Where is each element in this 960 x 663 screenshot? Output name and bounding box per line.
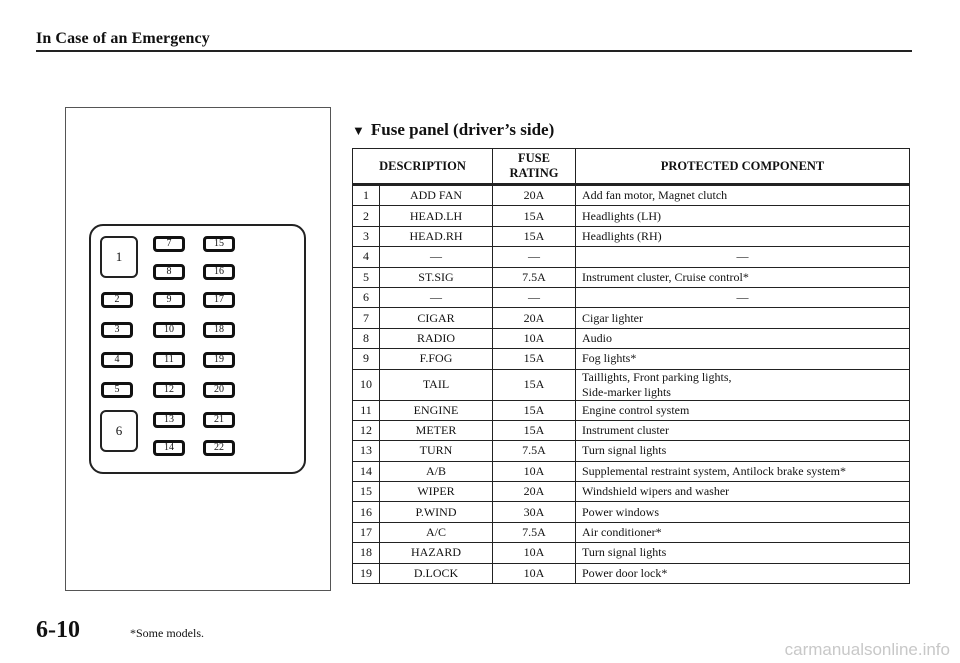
table-row [353,349,910,369]
fuse-11: 11 [153,352,185,368]
fuse-2: 2 [101,292,133,308]
table-row [353,267,910,287]
fuse-description: METER [380,420,493,440]
protected-component: Headlights (RH) [576,226,910,246]
fuse-description: CIGAR [380,308,493,328]
fuse-17: 17 [203,292,235,308]
table-header-row [353,149,910,185]
protected-component: Turn signal lights [576,543,910,563]
protected-component: Turn signal lights [576,441,910,461]
fuse-14: 14 [153,440,185,456]
protected-component: Cigar lighter [576,308,910,328]
protected-component: Power windows [576,502,910,522]
fuse-8: 8 [153,264,185,280]
big-fuse-6 [100,410,138,452]
fuse-rating: 15A [493,369,576,400]
table-row [353,400,910,420]
fuse-panel-diagram [65,107,331,591]
fuse-number: 15 [353,482,380,502]
big-fuse-1 [100,236,138,278]
protected-component: — [576,247,910,267]
fuse-number: 3 [353,226,380,246]
fuse-rating: 10A [493,563,576,583]
protected-component: Instrument cluster, Cruise control* [576,267,910,287]
fuse-18: 18 [203,322,235,338]
protected-component: Instrument cluster [576,420,910,440]
table-row [353,441,910,461]
protected-component: Air conditioner* [576,522,910,542]
fuse-number: 16 [353,502,380,522]
fuse-description: RADIO [380,328,493,348]
table-row [353,369,910,400]
fuse-rating: 15A [493,420,576,440]
fuse-rating: 7.5A [493,267,576,287]
fuse-rating: 20A [493,482,576,502]
table-row [353,461,910,481]
fuse-rating-header-line2: RATING [509,166,559,180]
fuse-rating: — [493,247,576,267]
fuse-description: ST.SIG [380,267,493,287]
fuse-description: — [380,247,493,267]
fuse-number: 2 [353,206,380,226]
fuse-number: 17 [353,522,380,542]
fuse-number: 12 [353,420,380,440]
fuse-description: A/B [380,461,493,481]
watermark: carmanualsonline.info [784,640,950,659]
fuse-number: 14 [353,461,380,481]
fuse-rating: 7.5A [493,522,576,542]
fuse-description: TAIL [380,369,493,400]
fuse-rating: — [493,287,576,307]
fuse-description: D.LOCK [380,563,493,583]
fuse-rating: 15A [493,226,576,246]
protected-component: Supplemental restraint system, Antilock brake system* [576,461,910,481]
fuse-number: 19 [353,563,380,583]
fuse-rating: 30A [493,502,576,522]
fuse-rating: 15A [493,206,576,226]
table-row [353,226,910,246]
table-row [353,563,910,583]
fuse-rating: 15A [493,349,576,369]
fuse-16: 16 [203,264,235,280]
table-row [353,308,910,328]
fuse-number: 6 [353,287,380,307]
fuse-rating: 7.5A [493,441,576,461]
fuse-description: — [380,287,493,307]
fuse-rating: 15A [493,400,576,420]
protected-component: Audio [576,328,910,348]
table-row [353,522,910,542]
table-row [353,247,910,267]
fuse-number: 9 [353,349,380,369]
fuse-21: 21 [203,412,235,428]
fuse-description: HAZARD [380,543,493,563]
table-row [353,482,910,502]
fuse-description: HEAD.LH [380,206,493,226]
fuse-number: 11 [353,400,380,420]
fuse-number: 1 [353,185,380,206]
fuse-description: A/C [380,522,493,542]
table-row [353,206,910,226]
fuse-rating: 10A [493,543,576,563]
section-heading-text: Fuse panel (driver’s side) [370,120,555,139]
fuse-number: 4 [353,247,380,267]
fuse-number: 8 [353,328,380,348]
protected-component: Headlights (LH) [576,206,910,226]
column-header-protected-component: PROTECTED COMPONENT [576,149,910,185]
protected-component: Power door lock* [576,563,910,583]
fuse-description: ENGINE [380,400,493,420]
table-row [353,502,910,522]
fuse-10: 10 [153,322,185,338]
fuse-description: WIPER [380,482,493,502]
fuse-number: 13 [353,441,380,461]
fuse-number: 10 [353,369,380,400]
table-row [353,287,910,307]
big-fuse-label: 6 [115,423,123,438]
table-row [353,328,910,348]
fuse-table [352,148,910,584]
fuse-rating: 10A [493,461,576,481]
big-fuse-label: 1 [115,249,123,264]
fuse-number: 18 [353,543,380,563]
fuse-box-outline [89,224,306,474]
protected-component-line2: Side-marker lights [582,384,671,399]
column-header-description: DESCRIPTION [353,149,493,185]
fuse-description: ADD FAN [380,185,493,206]
fuse-19: 19 [203,352,235,368]
table-row [353,185,910,206]
fuse-12: 12 [153,382,185,398]
protected-component: Windshield wipers and washer [576,482,910,502]
fuse-5: 5 [101,382,133,398]
fuse-4: 4 [101,352,133,368]
fuse-description: F.FOG [380,349,493,369]
column-header-fuse-rating [493,149,576,185]
protected-component [576,369,910,400]
fuse-number: 5 [353,267,380,287]
fuse-rating: 10A [493,328,576,348]
header-rule [36,50,912,52]
protected-component: — [576,287,910,307]
fuse-description: HEAD.RH [380,226,493,246]
table-row [353,543,910,563]
fuse-number: 7 [353,308,380,328]
section-heading [352,120,554,140]
fuse-13: 13 [153,412,185,428]
fuse-3: 3 [101,322,133,338]
protected-component: Add fan motor, Magnet clutch [576,185,910,206]
fuse-9: 9 [153,292,185,308]
protected-component-line1: Taillights, Front parking lights, [582,369,732,384]
page-number: 6-10 [36,617,80,643]
fuse-15: 15 [203,236,235,252]
fuse-20: 20 [203,382,235,398]
fuse-rating: 20A [493,185,576,206]
header-title: In Case of an Emergency [36,30,210,47]
fuse-7: 7 [153,236,185,252]
protected-component: Fog lights* [576,349,910,369]
protected-component: Engine control system [576,400,910,420]
fuse-description: TURN [380,441,493,461]
fuse-rating-header-line1: FUSE [518,151,550,165]
footnote: *Some models. [130,626,204,640]
fuse-rating: 20A [493,308,576,328]
triangle-marker-icon: ▼ [352,123,365,138]
fuse-description: P.WIND [380,502,493,522]
fuse-22: 22 [203,440,235,456]
table-row [353,420,910,440]
